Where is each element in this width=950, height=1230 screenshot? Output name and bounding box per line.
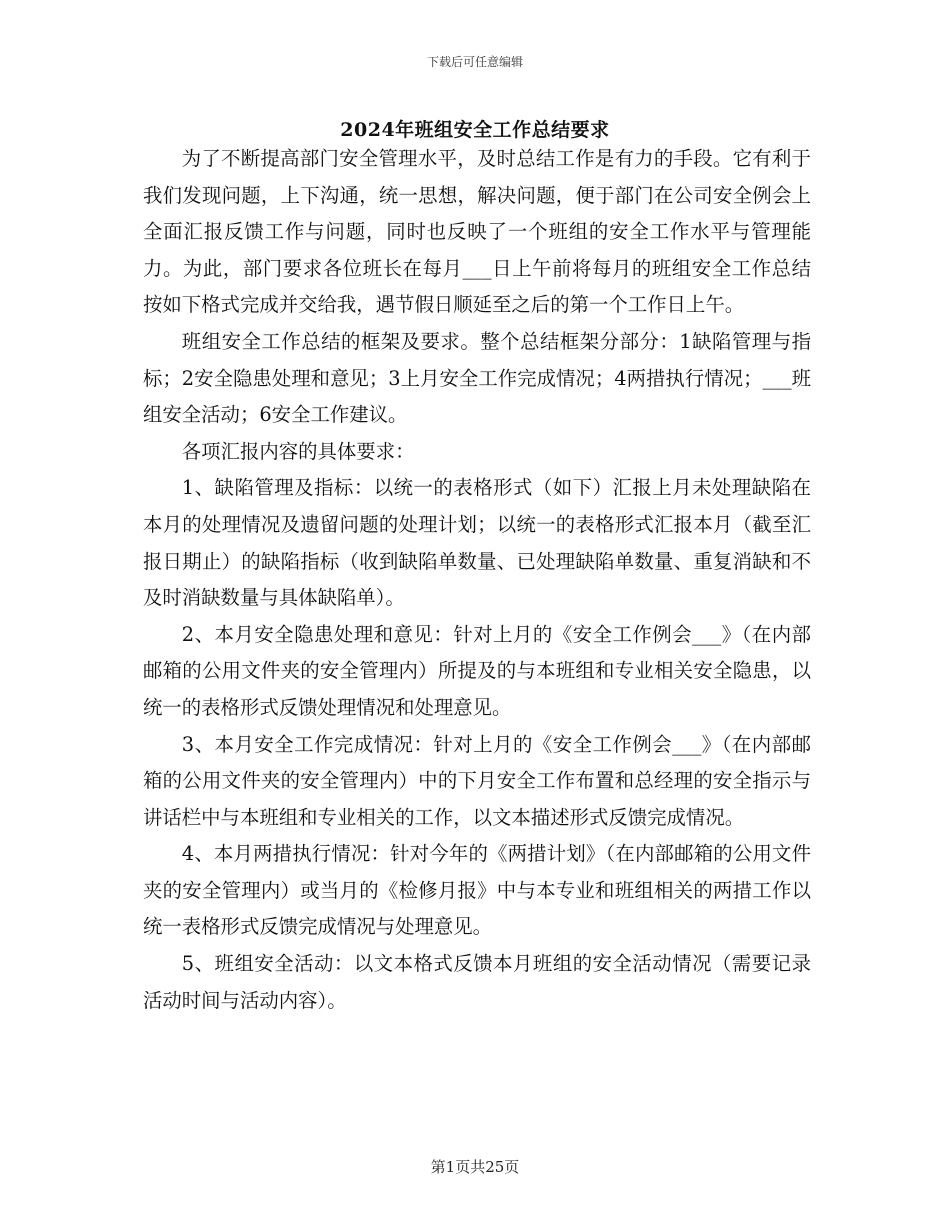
paragraph-item-1: 1、缺陷管理及指标：以统一的表格形式（如下）汇报上月未处理缺陷在本月的处理情况及遗留问题的处理计划；以统一的表格形式汇报本月（截至汇报日期止）的缺陷指标（收到缺陷单数量、已处理缺陷单数量、重复消缺和不及时消缺数量与具体缺陷单）。 — [143, 476, 811, 610]
paragraph-requirements-heading: 各项汇报内容的具体要求： — [181, 439, 415, 463]
header-note: 下载后可任意编辑 — [426, 55, 523, 69]
paragraph-item-2: 2、本月安全隐患处理和意见：针对上月的《安全工作例会___》（在内部邮箱的公用文件夹的安全管理内）所提及的与本班组和专业相关安全隐患，以统一的表格形式反馈处理情况和处理意见。 — [143, 622, 811, 719]
paragraph-framework: 班组安全工作总结的框架及要求。整个总结框架分部分：1缺陷管理与指标；2安全隐患处理和意见；3上月安全工作完成情况；4两措执行情况；___班组安全活动；6安全工作建议。 — [143, 329, 811, 427]
paragraph-item-3: 3、本月安全工作完成情况：针对上月的《安全工作例会___》（在内部邮箱的公用文件夹的安全管理内）中的下月安全工作布置和总经理的安全指示与讲话栏中与本班组和专业相关的工作，以文本描述形式反馈完成情况。 — [143, 732, 811, 829]
document-title: 2024年班组安全工作总结要求 — [340, 119, 610, 141]
paragraph-item-5: 5、班组安全活动：以文本格式反馈本月班组的安全活动情况（需要记录活动时间与活动内容）。 — [143, 952, 811, 1012]
document-body — [143, 141, 811, 1019]
paragraph-intro: 为了不断提高部门安全管理水平，及时总结工作是有力的手段。它有利于我们发现问题，上下沟通，统一思想，解决问题，便于部门在公司安全例会上全面汇报反馈工作与问题，同时也反映了一个班组的安全工作水平与管理能力。为此，部门要求各位班长在每月___日上午前将每月的班组安全工作总结按如下格式完成并交给我，遇节假日顺延至之后的第一个工作日上午。 — [143, 147, 811, 317]
paragraph-item-4: 4、本月两措执行情况：针对今年的《两措计划》（在内部邮箱的公用文件夹的安全管理内）或当月的《检修月报》中与本专业和班组相关的两措工作以统一表格形式反馈完成情况与处理意见。 — [143, 842, 811, 939]
page-number: 第1页共25页 — [430, 1158, 520, 1176]
